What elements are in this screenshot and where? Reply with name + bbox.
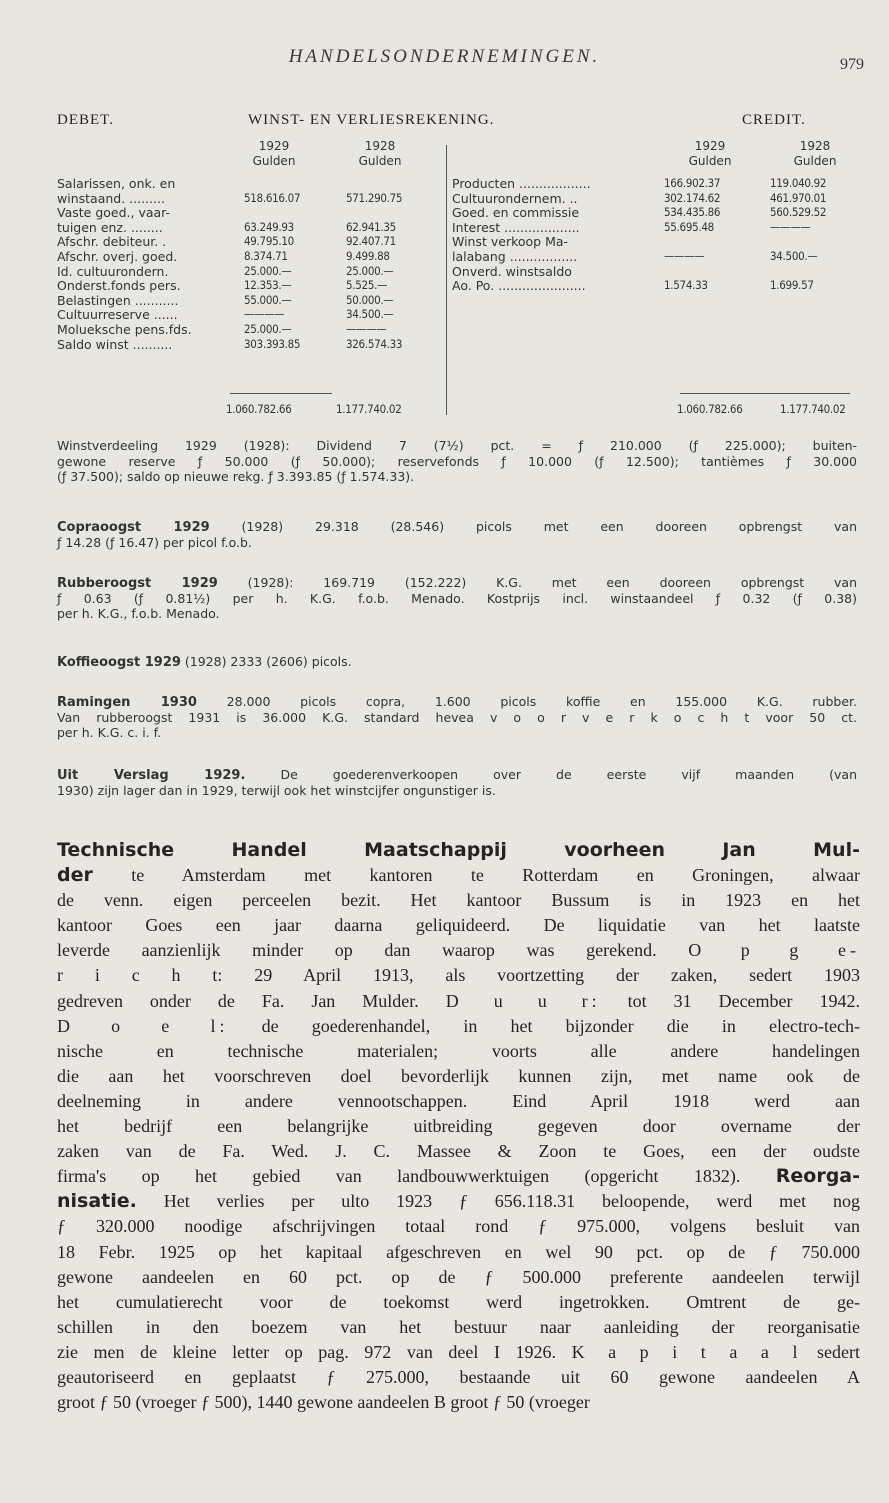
debet-row-label: Afschr. debiteur. .	[57, 234, 167, 250]
credit-row-value-a: 55.695.48	[664, 219, 714, 234]
ramingen-note: Ramingen 1930 28.000 picols copra, 1.600 picols koffie en 155.000 K.G. rubber. Van rubberoogst 1931 is 36.000 K.G. standard hevea v o o r v e r k o c h t voor 50 ct. per h. K.G. c. i. f.	[57, 694, 858, 740]
debet-row-value-a: 25.000.—	[244, 263, 292, 278]
rubber-note: Rubberoogst 1929 (1928): 169.719 (152.222) K.G. met een dooreen opbrengst van ƒ 0.63 (ƒ 0.81½) per h. K.G. f.o.b. Menado. Kostprijs incl. winstaandeel ƒ 0.32 (ƒ 0.38) per h. K.G., f.o.b. Menado.	[57, 575, 857, 621]
credit-row-label: Cultuurondernem. ..	[452, 190, 578, 206]
credit-row-label: Onverd. winstsaldo	[452, 263, 572, 279]
credit-row-value-a: 534.435.86	[664, 205, 721, 220]
debet-row-value-a: 49.795.10	[244, 234, 294, 249]
credit-row-label: Interest ...................	[452, 219, 580, 235]
debet-row-label: tuigen enz. ........	[57, 219, 163, 235]
koffie-note: Koffieoogst 1929 (1928) 2333 (2606) picols.	[57, 654, 352, 670]
winstverdeeling: Winstverdeeling 1929 (1928): Dividend 7 (7½) pct. = ƒ 210.000 (ƒ 225.000); buiten- gewone reserve ƒ 50.000 (ƒ 50.000); reservefonds ƒ 10.000 (ƒ 12.500); tantièmes ƒ 30.000 (ƒ 37.500); saldo op nieuwe rekg. ƒ 3.393.85 (ƒ 1.574.33).	[57, 438, 857, 484]
credit-row-value-b: ————	[770, 219, 811, 234]
company-name: Technische Handel Maatschappij voorheen Jan Mul-	[57, 839, 860, 861]
running-header: HANDELSONDERNEMINGEN.	[288, 46, 601, 67]
credit-col-b-header: 1928 Gulden	[793, 139, 837, 168]
debet-row-value-b: 571.290.75	[346, 190, 403, 205]
statement-title: WINST- EN VERLIESREKENING.	[248, 112, 495, 128]
credit-row-value-b: 119.040.92	[770, 176, 827, 190]
debet-row-value-b: 92.407.71	[346, 234, 396, 249]
debet-row-value-a: 303.393.85	[244, 336, 301, 351]
debet-row-label: Afschr. overj. goed.	[57, 249, 178, 264]
debet-row-value-b: 9.499.88	[346, 249, 390, 263]
debet-row-label: Vaste goed., vaar-	[57, 205, 171, 221]
debet-row-value-a: 55.000.—	[244, 292, 292, 307]
debet-row-label: winstaand. .........	[57, 190, 165, 206]
debet-row-value-b: 5.525.—	[346, 278, 388, 293]
credit-row-value-b: 34.500.—	[770, 249, 818, 263]
credit-row-label: Winst verkoop Ma-	[452, 234, 569, 250]
debet-row-value-a: 8.374.71	[244, 249, 288, 263]
credit-col-a-header: 1929 Gulden	[688, 139, 732, 168]
credit-row-value-b: 1.699.57	[770, 278, 814, 293]
verslag-note: Uit Verslag 1929. De goederenverkoopen over de eerste vijf maanden (van 1930) zijn lager dan in 1929, terwijl ook het winstcijfer ongunstiger is.	[57, 767, 858, 798]
debet-col-a-header: 1929 Gulden	[252, 139, 296, 168]
debet-row-value-b: 25.000.—	[346, 263, 394, 278]
debet-row-label: Saldo winst ..........	[57, 336, 173, 352]
debet-row-value-b: 326.574.33	[346, 336, 403, 351]
credit-row-label: Goed. en commissie	[452, 205, 580, 221]
debet-row-label: Belastingen ...........	[57, 292, 179, 308]
page-number: 979	[840, 56, 864, 73]
debet-row-label: Molueksche pens.fds.	[57, 322, 192, 337]
credit-row-label: lalabang .................	[452, 249, 578, 264]
debet-row-value-a: 518.616.07	[244, 190, 301, 205]
debet-total-b: 1.177.740.02	[336, 402, 402, 416]
debet-col-b-header: 1928 Gulden	[358, 139, 402, 168]
debet-row-value-a: ————	[244, 307, 285, 322]
column-divider	[446, 145, 447, 415]
debet-row-label: Id. cultuurondern.	[57, 263, 169, 279]
credit-row-label: Ao. Po. ......................	[452, 278, 586, 294]
debet-row-label: Salarissen, onk. en	[57, 176, 176, 191]
debet-row-value-b: ————	[346, 322, 387, 336]
credit-row-value-a: 1.574.33	[664, 278, 708, 293]
credit-total-a: 1.060.782.66	[677, 402, 743, 416]
credit-row-value-b: 461.970.01	[770, 190, 827, 205]
debet-row-value-a: 25.000.—	[244, 322, 292, 336]
debet-row-value-a: 63.249.93	[244, 219, 294, 234]
debet-total-rule	[230, 393, 332, 394]
debet-total-a: 1.060.782.66	[226, 402, 292, 416]
debet-row-value-b: 50.000.—	[346, 292, 394, 307]
debet-row-value-b: 34.500.—	[346, 307, 394, 322]
credit-row-label: Producten ..................	[452, 176, 591, 191]
credit-row-value-a: ————	[664, 249, 705, 263]
credit-total-b: 1.177.740.02	[780, 402, 846, 416]
credit-total-rule	[680, 393, 850, 394]
credit-row-value-a: 166.902.37	[664, 176, 721, 190]
debet-row-label: Onderst.fonds pers.	[57, 278, 181, 294]
debet-row-label: Cultuurreserve ......	[57, 307, 178, 323]
debet-row-value-b: 62.941.35	[346, 219, 396, 234]
debet-row-value-a: 12.353.—	[244, 278, 292, 293]
company-section: Technische Handel Maatschappij voorheen Jan Mul- der te Amsterdam met kantoren te Rotterdam en Groningen, alwaar de venn. eigen perceelen bezit. Het kantoor Bussum is in 1923 en het kantoor Goes een jaar daarna geliquideerd. De liquidatie van het laatste leverde aanzienlijk minder op dan waarop was gerekend. O p g e- r i c h t: 29 April 1913, als voortzetting der zaken, sedert 1903 gedreven onder de Fa. Jan Mulder. D u u r: tot 31 December 1942. D o e l: de goederenhandel, in het bijzonder die in electro-tech- nische en technische materialen; voorts alle andere handelingen die aan het voorschreven doel bevorderlijk kunnen zijn, met name ook de deelneming in andere vennootschappen. Eind April 1918 werd aan het bedrijf een belangrijke uitbreiding gegeven door overname der zaken van de Fa. Wed. J. C. Massee & Zoon te Goes, een der oudste firma's op het gebied van landbouwwerktuigen (opgericht 1832). Reorga- nisatie. Het verlies per ulto 1923 ƒ 656.118.31 beloopende, werd met nog ƒ 320.000 noodige afschrijvingen totaal rond ƒ 975.000, volgens besluit van 18 Febr. 1925 op het kapitaal afgeschreven en wel 90 pct. op de ƒ 750.000 gewone aandeelen en 60 pct. op de ƒ 500.000 preferente aandeelen terwijl het cumulatierecht voor de toekomst werd ingetrokken. Omtrent de ge- schillen in den boezem van het bestuur naar aanleiding der reorganisatie zie men de kleine letter op pag. 972 van deel I 1926. K a p i t a a l sedert geautoriseerd en geplaatst ƒ 275.000, bestaande uit 60 gewone aandeelen A groot ƒ 50 (vroeger ƒ 500), 1440 gewone aandeelen B groot ƒ 50 (vroeger	[57, 839, 861, 1413]
credit-label: CREDIT.	[742, 112, 806, 128]
credit-row-value-a: 302.174.62	[664, 190, 721, 205]
debet-label: DEBET.	[57, 112, 114, 128]
credit-row-value-b: 560.529.52	[770, 205, 827, 220]
copra-note: Copraoogst 1929 (1928) 29.318 (28.546) picols met een dooreen opbrengst van ƒ 14.28 (ƒ 16.47) per picol f.o.b.	[57, 519, 857, 550]
